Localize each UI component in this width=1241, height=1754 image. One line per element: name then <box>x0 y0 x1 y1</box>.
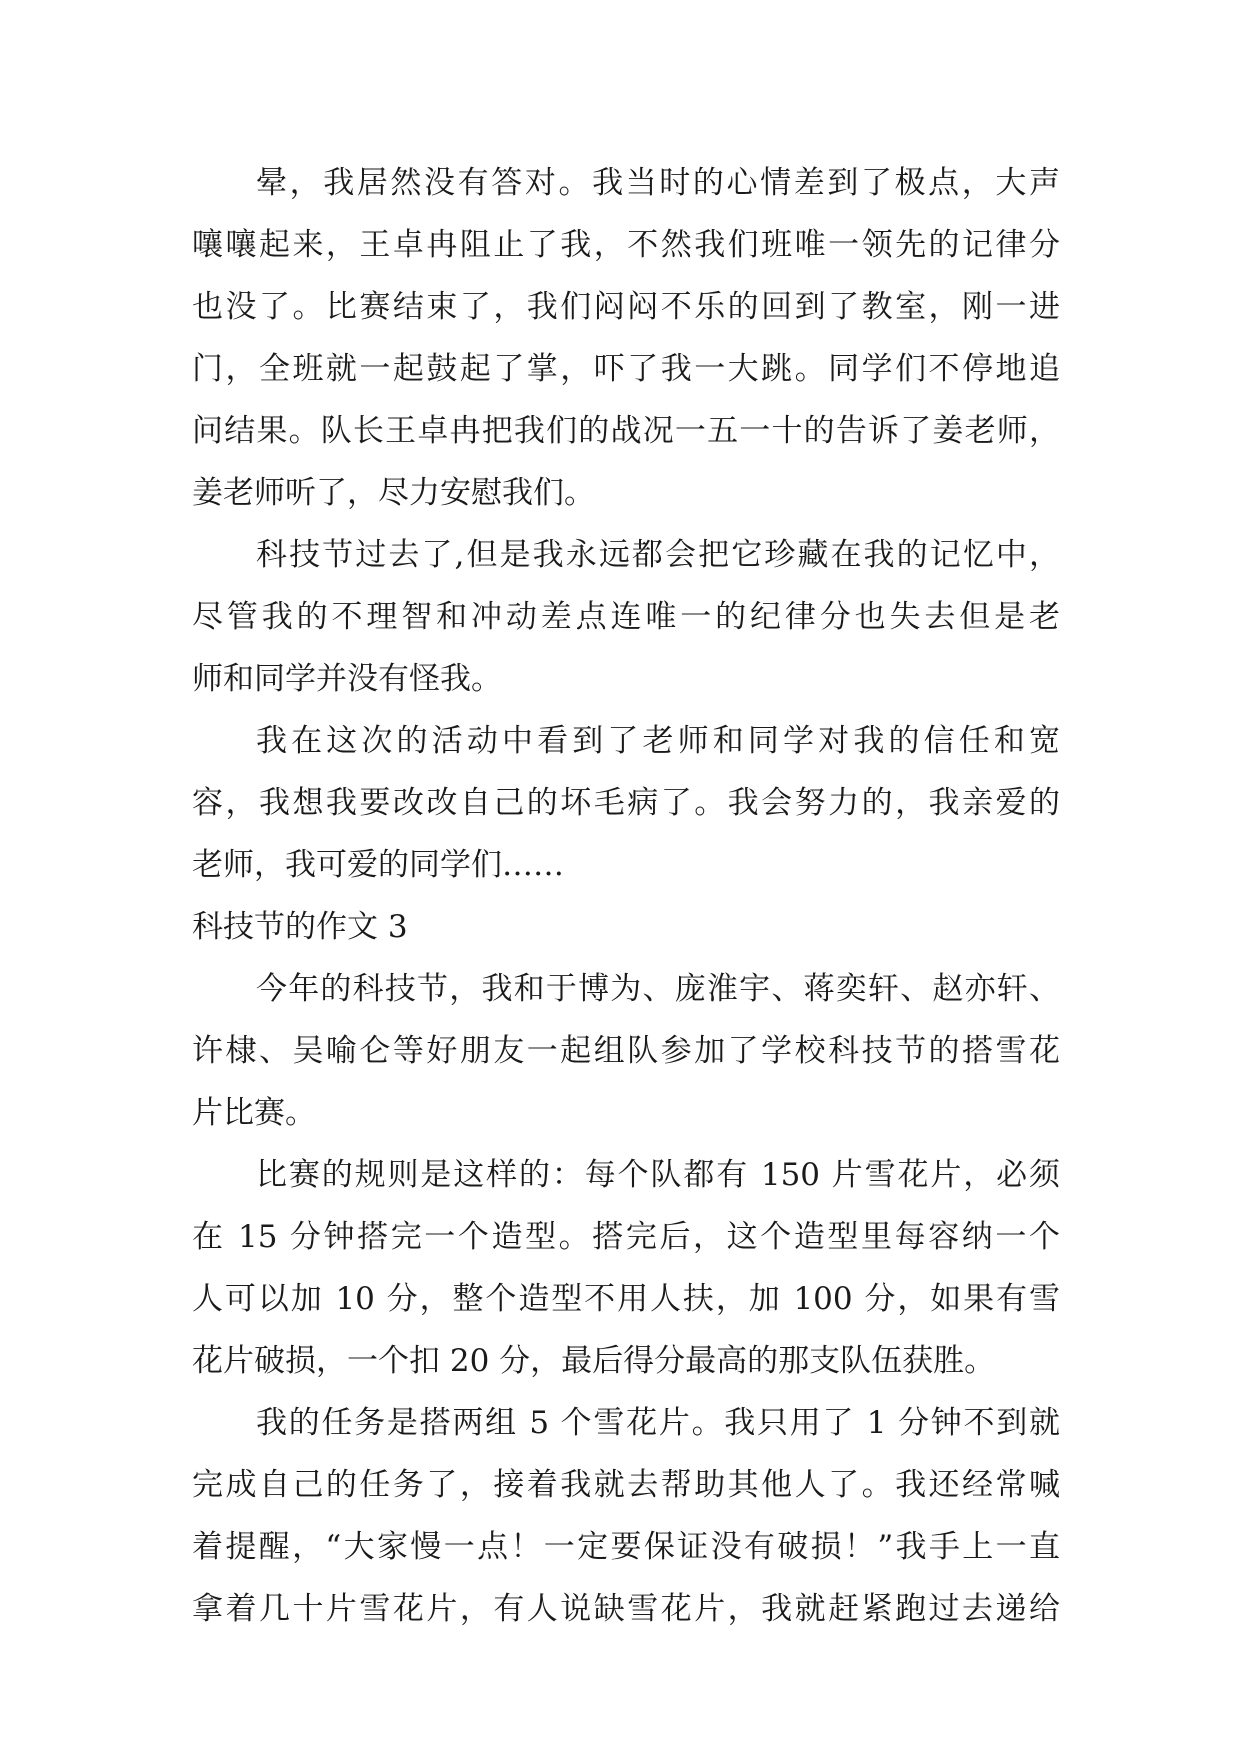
paragraph-1-line-1: 晕，我居然没有答对。我当时的心情差到了极点，大声 <box>256 165 1060 201</box>
paragraph-3-line-1: 我在这次的活动中看到了老师和同学对我的信任和宽 <box>256 723 1060 759</box>
paragraph-5-line-2: 在 15 分钟搭完一个造型。搭完后，这个造型里每容纳一个 <box>192 1219 1060 1255</box>
paragraph-3-line-3: 老师，我可爱的同学们…… <box>192 847 564 883</box>
paragraph-3-line-2: 容，我想我要改改自己的坏毛病了。我会努力的，我亲爱的 <box>192 785 1060 821</box>
paragraph-6-line-2: 完成自己的任务了，接着我就去帮助其他人了。我还经常喊 <box>192 1467 1060 1503</box>
paragraph-5-line-4: 花片破损，一个扣 20 分，最后得分最高的那支队伍获胜。 <box>192 1343 996 1379</box>
paragraph-1-line-3: 也没了。比赛结束了，我们闷闷不乐的回到了教室，刚一进 <box>192 289 1060 325</box>
paragraph-2-line-1: 科技节过去了,但是我永远都会把它珍藏在我的记忆中， <box>256 537 1060 573</box>
paragraph-6-line-1: 我的任务是搭两组 5 个雪花片。我只用了 1 分钟不到就 <box>256 1405 1060 1441</box>
paragraph-5-line-1: 比赛的规则是这样的：每个队都有 150 片雪花片，必须 <box>256 1157 1060 1193</box>
paragraph-2-line-3: 师和同学并没有怪我。 <box>192 661 502 697</box>
paragraph-1-line-4: 门，全班就一起鼓起了掌，吓了我一大跳。同学们不停地追 <box>192 351 1060 387</box>
paragraph-1-line-5: 问结果。队长王卓冉把我们的战况一五一十的告诉了姜老师， <box>192 413 1060 449</box>
document-body <box>192 152 1060 1640</box>
paragraph-2-line-2: 尽管我的不理智和冲动差点连唯一的纪律分也失去但是老 <box>192 599 1060 635</box>
paragraph-6-line-4: 拿着几十片雪花片，有人说缺雪花片，我就赶紧跑过去递给 <box>192 1591 1060 1627</box>
paragraph-1-line-2: 嚷嚷起来，王卓冉阻止了我，不然我们班唯一领先的记律分 <box>192 227 1060 263</box>
paragraph-4-line-2: 许棣、吴喻仑等好朋友一起组队参加了学校科技节的搭雪花 <box>192 1033 1060 1069</box>
paragraph-1-line-6: 姜老师听了，尽力安慰我们。 <box>192 475 595 511</box>
paragraph-5-line-3: 人可以加 10 分，整个造型不用人扶，加 100 分，如果有雪 <box>192 1281 1060 1317</box>
paragraph-4-line-1: 今年的科技节，我和于博为、庞淮宇、蒋奕轩、赵亦轩、 <box>256 971 1060 1007</box>
paragraph-6-line-3: 着提醒，“大家慢一点！一定要保证没有破损！”我手上一直 <box>192 1529 1060 1565</box>
paragraph-4-line-3: 片比赛。 <box>192 1095 316 1131</box>
section-heading: 科技节的作文 3 <box>192 909 408 945</box>
